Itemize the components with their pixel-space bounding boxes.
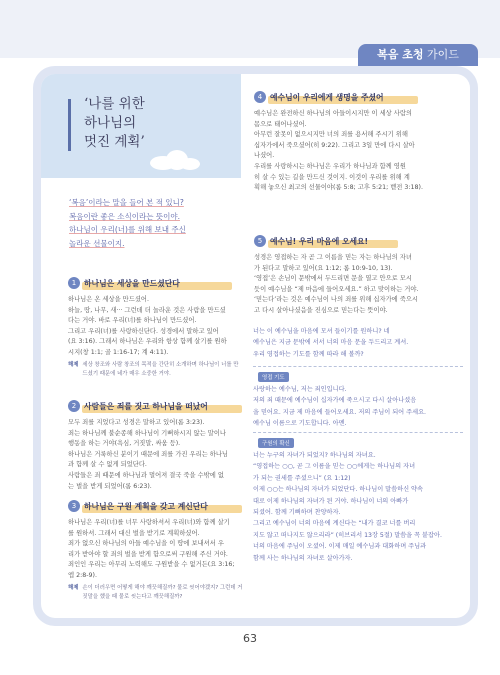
section-body: 하나님은 우리(너)를 너무 사랑하셔서 우리(너)와 함께 살기 를 원하셔. 그래서 대신 벌을 받기로 계획하셨어. 죄가 없으신 하나님의 아들 예수님을 이 땅에 보내셔서 우 리가 받아야 할 죄의 벌을 받게 함으로써 구원해 주신 거야. 죄인인 우리는 아무리 노력해도 구원받을 수 없거든(요 3:16; 엡 2:8-9). (68, 519, 235, 579)
assurance-text: 너는 누구의 자녀가 되었지? 하나님의 자녀요. “영접하는 ○○, 곧 그 이름을 믿는 ○○에게는 하나님의 자녀 가 되는 권세를 주셨으니” (요 1:12) 이제 ○○는 하나님의 자녀가 되었단다. 하나님이 말씀하신 약속 대로 이제 하나님의 자녀가 된 거야. 하나님이 너의 아빠가 되셨어. 함께 기뻐하며 찬양하자. 그리고 예수님이 너의 마음에 계신다는 “내가 결코 너를 버리 지도 않고 떠나지도 않으리라” (히브리서 13장 5절) 말씀을 꼭 붙잡아. 너의 마음에 주님이 오셨어. 이제 매일 예수님과 대화하며 주님과 함께 사는 하나님의 자녀로 살아가자. (253, 452, 442, 562)
section-heading: 1 하나님은 세상을 만드셨단다 (68, 276, 180, 290)
guide-tab: 복음 초청 가이드 (358, 44, 478, 66)
section-note: 해제 세상 창조와 사람 창조의 목적을 간단히 소개하며 하나님이 너를 만드셨기 때문에 네가 매우 소중한 거야. (68, 362, 239, 377)
section-body: 예수님은 완전하신 하나님의 아들이시지만 이 세상 사람의 몸으로 태어나셨어. 아무런 잘못이 없으시지만 너의 죄를 용서해 주시기 위해 십자가에서 죽으셨어(히 9:22). 그리고 3일 만에 다시 살아 나셨어. 우리를 사랑하시는 하나님은 우리가 하나님과 함께 영원 히 살 수 있는 길을 만드신 것이지. 이것이 우리를 위해 계 획해 놓으신 최고의 선물이야(롬 5:8; 고후 5:21; 벧전 3:18). (254, 110, 423, 192)
handwritten-notes: 너는 이 예수님을 마음에 모셔 들이기를 원하니? 네 예수님은 지금 문밖에 서서 너의 마음 문을 두드리고 계셔. 우리 영접하는 기도를 함께 따라 해 볼까? (253, 328, 409, 358)
prayer-text: 사랑하는 예수님, 저는 죄인입니다. 저의 죄 때문에 예수님이 십자가에 죽으시고 다시 살아나셨음 을 믿어요. 지금 제 마음에 들어오세요. 저의 주님이 되어 주세요. 예수님 이름으로 기도합니다. 아멘. (253, 386, 427, 428)
divider (253, 432, 463, 433)
section-heading: 3 하나님은 구원 계획을 갖고 계신단다 (68, 499, 208, 513)
section-note: 해제 손이 더러우면 어떻게 해야 깨끗해질까? 물로 씻어야겠지? 그런데 거짓말을 했을 때 물로 씻는다고 깨끗해질까? (68, 585, 243, 600)
cloud-icon (180, 158, 200, 170)
page-title: ‘나를 위한 하나님의 멋진 계획’ (84, 96, 145, 150)
number-badge-icon: 4 (254, 91, 266, 103)
section-body: 모두 죄를 지었다고 성경은 말하고 있어(롬 3:23). 죄는 하나님께 불순종해 하나님이 기뻐하시지 않는 말이나 행동을 하는 거야(욕심, 거짓말, 싸움 등). 하나님은 거룩하신 분이기 때문에 죄를 가진 우리는 하나님 과 함께 살 수 없게 되었단다. 사람들은 죄 때문에 하나님과 멀어져 결국 죽을 수밖에 없 는 벌을 받게 되었어(롬 6:23). (68, 419, 228, 490)
section-heading: 4 예수님이 우리에게 생명을 주셨어 (254, 90, 384, 104)
section-heading: 5 예수님! 우리 마음에 오세요! (254, 234, 368, 248)
section-body: 성경은 영접하는 자 곧 그 이름을 믿는 자는 하나님의 자녀 가 된다고 말하고 있어(요 1:12; 롬 10:9-10, 13). ‘영접’은 손님이 문밖에서 두드리면 문을 열고 안으로 모시 듯이 예수님을 “제 마음에 들어오세요.” 하고 맞이하는 거야. ‘믿는다’라는 것은 예수님이 나의 죄를 위해 십자가에 죽으시 고 다시 살아나셨음을 진심으로 믿는다는 뜻이야. (254, 254, 419, 314)
intro-text: ‘복음’이라는 말을 들어 본 적 있니? 복음이란 좋은 소식이라는 뜻이야. 하나님이 우리(너)를 위해 보내 주신 놀라운 선물이지. (69, 198, 186, 248)
assurance-tag: 구원의 확신 (258, 438, 294, 448)
title-accent-bar (68, 99, 71, 151)
section-body: 하나님은 온 세상을 만드셨어. 하늘, 땅, 나무, 새··· 그런데 더 놀라운 것은 사람을 만드셨 다는 거야. 바로 우리(너)를 하나님이 만드셨어. 그리고 우리(너)를 사랑하신단다. 성경에서 말하고 있어 (요 3:16). 그래서 하나님은 우리와 항상 함께 살기를 원하 시지(창 1:1; 골 1:16-17; 계 4:11). (68, 296, 227, 356)
divider (253, 366, 463, 367)
prayer-tag: 영접 기도 (258, 372, 289, 382)
page-number: 63 (243, 632, 257, 645)
section-heading: 2 사람들은 죄를 짓고 하나님을 떠났어 (68, 399, 208, 413)
number-badge-icon: 2 (68, 400, 80, 412)
number-badge-icon: 5 (254, 235, 266, 247)
number-badge-icon: 3 (68, 500, 80, 512)
number-badge-icon: 1 (68, 277, 80, 289)
